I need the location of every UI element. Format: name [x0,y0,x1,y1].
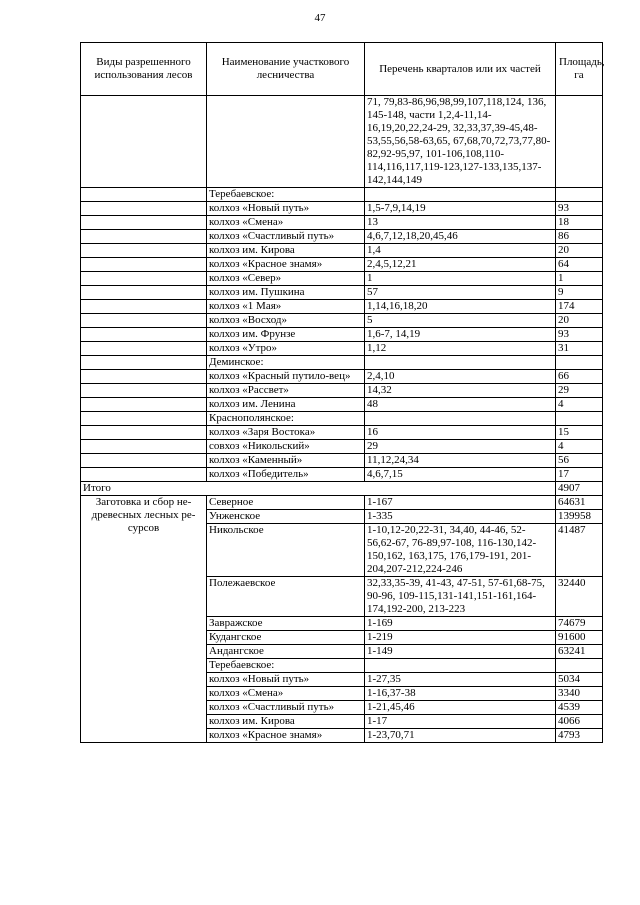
empty-cell [556,412,603,426]
forestry-name: колхоз «Смена» [207,216,365,230]
forestry-name: Северное [207,496,365,510]
table-row [81,398,603,412]
area-cell: 56 [556,454,603,468]
quarters-cell: 32,33,35-39, 41-43, 47-51, 57-61,68-75, 90-96, 109-115,131-141,151-161,164-174,192-200, 213-223 [365,577,556,617]
quarters-cell: 29 [365,440,556,454]
area-cell: 17 [556,468,603,482]
area-cell: 93 [556,202,603,216]
section-1-body [81,96,603,743]
table-row [81,384,603,398]
forestry-name: колхоз «Новый путь» [207,673,365,687]
total-label: Итого [81,482,556,496]
quarters-cell: 1-10,12-20,22-31, 34,40, 44-46, 52-56,62-67, 76-89,97-108, 116-130,142-150,162, 163,175, 176,179-191, 201-204,207-212,224-246 [365,524,556,577]
quarters-cell: 14,32 [365,384,556,398]
table-row [81,202,603,216]
table-row [81,300,603,314]
forestry-name: Унженское [207,510,365,524]
total-row [81,482,603,496]
quarters-cell: 1-149 [365,645,556,659]
quarters-cell: 11,12,24,34 [365,454,556,468]
group-label: Деминское: [207,356,365,370]
area-cell: 139958 [556,510,603,524]
area-cell: 31 [556,342,603,356]
empty-cell [81,356,207,370]
quarters-cell: 1-219 [365,631,556,645]
quarters-cell: 16 [365,426,556,440]
quarters-cell: 5 [365,314,556,328]
empty-cell [81,468,207,482]
quarters-cell: 4,6,7,15 [365,468,556,482]
empty-cell [81,258,207,272]
empty-cell [81,300,207,314]
area-cell: 63241 [556,645,603,659]
table-row [81,286,603,300]
empty-cell [365,356,556,370]
area-cell: 86 [556,230,603,244]
header-area: Площадь, га [556,43,603,96]
quarters-cell: 2,4,10 [365,370,556,384]
table-row [81,216,603,230]
area-cell: 4539 [556,701,603,715]
empty-cell [81,412,207,426]
forest-use-table [80,42,603,743]
area-cell: 174 [556,300,603,314]
area-cell: 91600 [556,631,603,645]
forestry-name: колхоз «Победитель» [207,468,365,482]
area-cell: 15 [556,426,603,440]
table-row [81,272,603,286]
forestry-name: Никольское [207,524,365,577]
quarters-cell: 2,4,5,12,21 [365,258,556,272]
empty-cell [81,398,207,412]
forestry-name: Андангское [207,645,365,659]
table-row [81,440,603,454]
area-cell: 64631 [556,496,603,510]
area-cell: 20 [556,244,603,258]
table-row [81,96,603,188]
header-forestry: Наименование участкового лесничества [207,43,365,96]
empty-cell [81,384,207,398]
header-quarters: Перечень кварталов или их частей [365,43,556,96]
total-value: 4907 [556,482,603,496]
forestry-name: колхоз «Утро» [207,342,365,356]
area-cell: 20 [556,314,603,328]
forestry-name: колхоз «Заря Востока» [207,426,365,440]
table-row [81,258,603,272]
area-cell: 4 [556,398,603,412]
table-row [81,370,603,384]
empty-cell [81,216,207,230]
header-use: Виды разрешенного использования лесов [81,43,207,96]
table-row [81,426,603,440]
forestry-name: колхоз «1 Мая» [207,300,365,314]
empty-cell [556,659,603,673]
forestry-name: Полежаевское [207,577,365,617]
area-cell: 4066 [556,715,603,729]
area-cell: 18 [556,216,603,230]
quarters-cell: 1-23,70,71 [365,729,556,743]
area-cell: 66 [556,370,603,384]
forestry-name: совхоз «Никольский» [207,440,365,454]
empty-cell [81,244,207,258]
quarters-cell: 1-169 [365,617,556,631]
forestry-name: колхоз «Новый путь» [207,202,365,216]
area-cell: 32440 [556,577,603,617]
empty-cell [81,342,207,356]
forestry-name: колхоз «Красное знамя» [207,258,365,272]
empty-cell [81,202,207,216]
area-cell: 64 [556,258,603,272]
area-cell: 1 [556,272,603,286]
quarters-cell: 1-27,35 [365,673,556,687]
quarters-cell: 13 [365,216,556,230]
empty-cell [81,286,207,300]
quarters-cell: 1,6-7, 14,19 [365,328,556,342]
area-cell: 41487 [556,524,603,577]
table-row [81,244,603,258]
quarters-cell: 1,5-7,9,14,19 [365,202,556,216]
quarters-cell: 1 [365,272,556,286]
quarters-cell: 1-21,45,46 [365,701,556,715]
forestry-name: колхоз «Восход» [207,314,365,328]
quarters-cell: 1-167 [365,496,556,510]
empty-cell [81,314,207,328]
empty-cell [81,188,207,202]
quarters-cell: 1-16,37-38 [365,687,556,701]
forestry-name: Кудангское [207,631,365,645]
table-row [81,314,603,328]
forestry-name: колхоз им. Кирова [207,715,365,729]
empty-cell [81,328,207,342]
table-row [81,356,603,370]
group-label: Краснополянское: [207,412,365,426]
empty-cell [556,356,603,370]
quarters-cell: 4,6,7,12,18,20,45,46 [365,230,556,244]
empty-cell [81,370,207,384]
quarters-cell: 1,12 [365,342,556,356]
area-cell: 29 [556,384,603,398]
forestry-name: колхоз «Север» [207,272,365,286]
table-row [81,496,603,510]
quarters-cell: 57 [365,286,556,300]
forestry-name: колхоз «Счастливый путь» [207,701,365,715]
table-row [81,412,603,426]
empty-cell [365,412,556,426]
forestry-name: колхоз им. Кирова [207,244,365,258]
continuation-quarters: 71, 79,83-86,96,98,99,107,118,124, 136, 145-148, части 1,2,4-11,14-16,19,20,22,24-29, 32,33,37,39-45,48-53,55,56,58-63,65, 67,68,70,72,73,77,80-82,92-95,97, 101-106,108,110-114,116,117,119-123,127-133,135,137-142,144,149 [365,96,556,188]
empty-cell [81,230,207,244]
page-number: 47 [314,12,326,24]
table-row [81,230,603,244]
quarters-cell: 1-335 [365,510,556,524]
table-header-row [81,43,603,96]
forestry-name: колхоз «Рассвет» [207,384,365,398]
empty-cell [365,659,556,673]
quarters-cell: 1,14,16,18,20 [365,300,556,314]
forestry-name: колхоз «Красное знамя» [207,729,365,743]
forestry-name: колхоз им. Пушкина [207,286,365,300]
table-row [81,342,603,356]
forestry-name: колхоз им. Ленина [207,398,365,412]
empty-cell [81,426,207,440]
empty-cell [365,188,556,202]
area-cell: 9 [556,286,603,300]
group-label: Теребаевское: [207,188,365,202]
empty-cell [556,188,603,202]
area-cell: 3340 [556,687,603,701]
group-label: Теребаевское: [207,659,365,673]
area-cell: 4 [556,440,603,454]
area-cell: 4793 [556,729,603,743]
empty-cell [81,454,207,468]
use-type-cell: Заготовка и сбор не-древесных лесных ре-сурсов [81,496,207,743]
forestry-name: колхоз «Счастливый путь» [207,230,365,244]
table-row [81,468,603,482]
forestry-name: Завражское [207,617,365,631]
forestry-name: колхоз «Смена» [207,687,365,701]
forestry-name: колхоз «Каменный» [207,454,365,468]
forestry-name: колхоз им. Фрунзе [207,328,365,342]
table-row [81,454,603,468]
empty-cell [81,272,207,286]
empty-cell [81,440,207,454]
forestry-name: колхоз «Красный путило-вец» [207,370,365,384]
table-row [81,188,603,202]
area-cell: 74679 [556,617,603,631]
area-cell: 5034 [556,673,603,687]
quarters-cell: 1,4 [365,244,556,258]
table-row [81,328,603,342]
quarters-cell: 48 [365,398,556,412]
quarters-cell: 1-17 [365,715,556,729]
area-cell: 93 [556,328,603,342]
